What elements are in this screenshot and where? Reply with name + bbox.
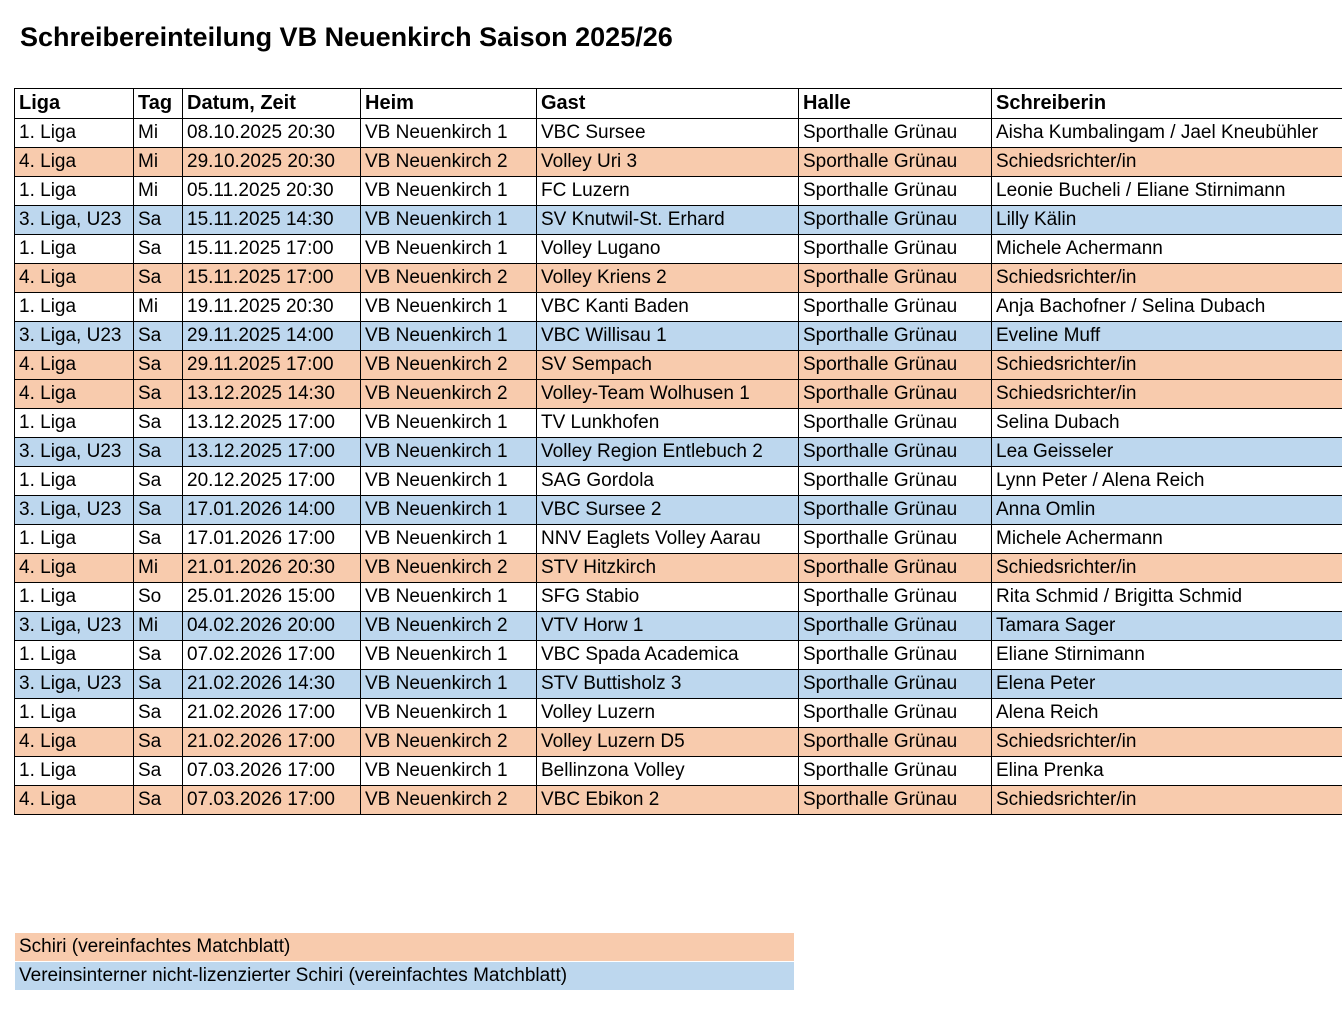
cell-schreiberin: Elina Prenka — [992, 757, 1342, 786]
cell-schreiberin: Selina Dubach — [992, 409, 1342, 438]
cell-datum-zeit: 05.11.2025 20:30 — [183, 177, 361, 206]
cell-heim: VB Neuenkirch 2 — [361, 554, 537, 583]
cell-heim: VB Neuenkirch 2 — [361, 786, 537, 815]
table-row — [15, 409, 1342, 438]
cell-schreiberin: Leonie Bucheli / Eliane Stirnimann — [992, 177, 1342, 206]
cell-halle: Sporthalle Grünau — [799, 786, 992, 815]
cell-gast: VBC Ebikon 2 — [537, 786, 799, 815]
cell-halle: Sporthalle Grünau — [799, 351, 992, 380]
cell-tag: Sa — [134, 380, 183, 409]
cell-gast: SFG Stabio — [537, 583, 799, 612]
column-header-schreiberin: Schreiberin — [992, 89, 1342, 119]
cell-tag: Mi — [134, 554, 183, 583]
table-row — [15, 699, 1342, 728]
cell-datum-zeit: 13.12.2025 17:00 — [183, 409, 361, 438]
cell-liga: 3. Liga, U23 — [15, 438, 134, 467]
cell-heim: VB Neuenkirch 1 — [361, 757, 537, 786]
cell-halle: Sporthalle Grünau — [799, 438, 992, 467]
cell-halle: Sporthalle Grünau — [799, 757, 992, 786]
cell-gast: Volley Lugano — [537, 235, 799, 264]
cell-liga: 1. Liga — [15, 177, 134, 206]
cell-schreiberin: Rita Schmid / Brigitta Schmid — [992, 583, 1342, 612]
cell-heim: VB Neuenkirch 1 — [361, 467, 537, 496]
table-row — [15, 525, 1342, 554]
cell-liga: 1. Liga — [15, 235, 134, 264]
cell-datum-zeit: 29.11.2025 17:00 — [183, 351, 361, 380]
header-row — [15, 89, 1342, 119]
table-row — [15, 206, 1342, 235]
cell-datum-zeit: 29.10.2025 20:30 — [183, 148, 361, 177]
cell-liga: 4. Liga — [15, 148, 134, 177]
cell-halle: Sporthalle Grünau — [799, 467, 992, 496]
cell-heim: VB Neuenkirch 1 — [361, 699, 537, 728]
cell-datum-zeit: 04.02.2026 20:00 — [183, 612, 361, 641]
cell-tag: Sa — [134, 322, 183, 351]
cell-liga: 4. Liga — [15, 351, 134, 380]
table-row — [15, 554, 1342, 583]
column-header-heim: Heim — [361, 89, 537, 119]
cell-datum-zeit: 21.02.2026 14:30 — [183, 670, 361, 699]
cell-liga: 1. Liga — [15, 583, 134, 612]
table-row — [15, 148, 1342, 177]
cell-tag: Sa — [134, 409, 183, 438]
cell-tag: Sa — [134, 728, 183, 757]
table-row — [15, 612, 1342, 641]
cell-heim: VB Neuenkirch 2 — [361, 612, 537, 641]
cell-liga: 4. Liga — [15, 264, 134, 293]
cell-datum-zeit: 15.11.2025 17:00 — [183, 235, 361, 264]
cell-liga: 4. Liga — [15, 728, 134, 757]
cell-tag: Mi — [134, 293, 183, 322]
cell-schreiberin: Schiedsrichter/in — [992, 728, 1342, 757]
cell-datum-zeit: 17.01.2026 17:00 — [183, 525, 361, 554]
cell-heim: VB Neuenkirch 1 — [361, 293, 537, 322]
cell-tag: Mi — [134, 119, 183, 148]
cell-liga: 1. Liga — [15, 641, 134, 670]
cell-schreiberin: Aisha Kumbalingam / Jael Kneubühler — [992, 119, 1342, 148]
cell-heim: VB Neuenkirch 1 — [361, 177, 537, 206]
cell-datum-zeit: 20.12.2025 17:00 — [183, 467, 361, 496]
cell-datum-zeit: 21.01.2026 20:30 — [183, 554, 361, 583]
cell-tag: Sa — [134, 351, 183, 380]
column-header-liga: Liga — [15, 89, 134, 119]
cell-tag: Sa — [134, 641, 183, 670]
cell-schreiberin: Elena Peter — [992, 670, 1342, 699]
cell-tag: Sa — [134, 757, 183, 786]
cell-heim: VB Neuenkirch 2 — [361, 351, 537, 380]
cell-datum-zeit: 07.03.2026 17:00 — [183, 786, 361, 815]
cell-datum-zeit: 07.03.2026 17:00 — [183, 757, 361, 786]
cell-gast: STV Hitzkirch — [537, 554, 799, 583]
cell-datum-zeit: 15.11.2025 14:30 — [183, 206, 361, 235]
cell-halle: Sporthalle Grünau — [799, 206, 992, 235]
cell-gast: Volley Luzern — [537, 699, 799, 728]
cell-liga: 4. Liga — [15, 380, 134, 409]
cell-datum-zeit: 08.10.2025 20:30 — [183, 119, 361, 148]
column-header-datum-zeit: Datum, Zeit — [183, 89, 361, 119]
table-row — [15, 467, 1342, 496]
cell-liga: 1. Liga — [15, 293, 134, 322]
cell-gast: NNV Eaglets Volley Aarau — [537, 525, 799, 554]
cell-heim: VB Neuenkirch 1 — [361, 670, 537, 699]
cell-heim: VB Neuenkirch 1 — [361, 322, 537, 351]
cell-tag: Sa — [134, 525, 183, 554]
cell-liga: 1. Liga — [15, 409, 134, 438]
cell-schreiberin: Lynn Peter / Alena Reich — [992, 467, 1342, 496]
cell-halle: Sporthalle Grünau — [799, 293, 992, 322]
cell-tag: Sa — [134, 467, 183, 496]
cell-tag: Sa — [134, 264, 183, 293]
cell-heim: VB Neuenkirch 1 — [361, 496, 537, 525]
cell-liga: 3. Liga, U23 — [15, 612, 134, 641]
page-title: Schreibereinteilung VB Neuenkirch Saison 2025/26 — [20, 22, 673, 52]
cell-schreiberin: Anja Bachofner / Selina Dubach — [992, 293, 1342, 322]
legend-vereinsinterner-schiri: Vereinsinterner nicht-lizenzierter Schiri (vereinfachtes Matchblatt) — [15, 962, 794, 990]
cell-schreiberin: Michele Achermann — [992, 235, 1342, 264]
cell-gast: VBC Kanti Baden — [537, 293, 799, 322]
cell-schreiberin: Schiedsrichter/in — [992, 148, 1342, 177]
cell-gast: Volley Luzern D5 — [537, 728, 799, 757]
cell-halle: Sporthalle Grünau — [799, 554, 992, 583]
cell-gast: FC Luzern — [537, 177, 799, 206]
cell-schreiberin: Lea Geisseler — [992, 438, 1342, 467]
table-body — [15, 119, 1342, 815]
cell-tag: Mi — [134, 177, 183, 206]
cell-gast: TV Lunkhofen — [537, 409, 799, 438]
cell-heim: VB Neuenkirch 1 — [361, 438, 537, 467]
cell-liga: 4. Liga — [15, 786, 134, 815]
cell-datum-zeit: 07.02.2026 17:00 — [183, 641, 361, 670]
cell-halle: Sporthalle Grünau — [799, 148, 992, 177]
cell-halle: Sporthalle Grünau — [799, 380, 992, 409]
cell-schreiberin: Schiedsrichter/in — [992, 351, 1342, 380]
table-row — [15, 583, 1342, 612]
cell-halle: Sporthalle Grünau — [799, 641, 992, 670]
cell-heim: VB Neuenkirch 1 — [361, 409, 537, 438]
cell-liga: 3. Liga, U23 — [15, 206, 134, 235]
cell-gast: SAG Gordola — [537, 467, 799, 496]
cell-tag: Sa — [134, 699, 183, 728]
cell-liga: 3. Liga, U23 — [15, 670, 134, 699]
cell-schreiberin: Schiedsrichter/in — [992, 786, 1342, 815]
cell-tag: Sa — [134, 235, 183, 264]
cell-halle: Sporthalle Grünau — [799, 699, 992, 728]
cell-gast: VBC Sursee 2 — [537, 496, 799, 525]
cell-heim: VB Neuenkirch 1 — [361, 525, 537, 554]
cell-tag: Sa — [134, 670, 183, 699]
column-header-gast: Gast — [537, 89, 799, 119]
cell-heim: VB Neuenkirch 2 — [361, 380, 537, 409]
cell-heim: VB Neuenkirch 1 — [361, 583, 537, 612]
cell-halle: Sporthalle Grünau — [799, 235, 992, 264]
table-row — [15, 351, 1342, 380]
table-row — [15, 380, 1342, 409]
cell-tag: Mi — [134, 612, 183, 641]
cell-datum-zeit: 21.02.2026 17:00 — [183, 728, 361, 757]
cell-schreiberin: Schiedsrichter/in — [992, 554, 1342, 583]
cell-gast: VBC Spada Academica — [537, 641, 799, 670]
table-row — [15, 293, 1342, 322]
cell-halle: Sporthalle Grünau — [799, 728, 992, 757]
cell-gast: Bellinzona Volley — [537, 757, 799, 786]
cell-schreiberin: Eliane Stirnimann — [992, 641, 1342, 670]
legend-schiri: Schiri (vereinfachtes Matchblatt) — [15, 933, 794, 961]
cell-liga: 1. Liga — [15, 757, 134, 786]
cell-tag: Mi — [134, 148, 183, 177]
schedule-table — [14, 88, 1342, 815]
cell-halle: Sporthalle Grünau — [799, 177, 992, 206]
cell-gast: SV Knutwil-St. Erhard — [537, 206, 799, 235]
cell-heim: VB Neuenkirch 1 — [361, 119, 537, 148]
cell-schreiberin: Michele Achermann — [992, 525, 1342, 554]
cell-schreiberin: Schiedsrichter/in — [992, 264, 1342, 293]
cell-datum-zeit: 29.11.2025 14:00 — [183, 322, 361, 351]
cell-schreiberin: Eveline Muff — [992, 322, 1342, 351]
cell-datum-zeit: 13.12.2025 14:30 — [183, 380, 361, 409]
cell-heim: VB Neuenkirch 2 — [361, 148, 537, 177]
table-row — [15, 119, 1342, 148]
cell-liga: 4. Liga — [15, 554, 134, 583]
cell-gast: VTV Horw 1 — [537, 612, 799, 641]
cell-liga: 1. Liga — [15, 699, 134, 728]
table-row — [15, 728, 1342, 757]
cell-gast: Volley-Team Wolhusen 1 — [537, 380, 799, 409]
cell-liga: 3. Liga, U23 — [15, 496, 134, 525]
cell-schreiberin: Alena Reich — [992, 699, 1342, 728]
cell-gast: Volley Region Entlebuch 2 — [537, 438, 799, 467]
column-header-tag: Tag — [134, 89, 183, 119]
cell-liga: 1. Liga — [15, 525, 134, 554]
cell-schreiberin: Lilly Kälin — [992, 206, 1342, 235]
cell-halle: Sporthalle Grünau — [799, 612, 992, 641]
cell-tag: Sa — [134, 438, 183, 467]
cell-gast: Volley Uri 3 — [537, 148, 799, 177]
cell-halle: Sporthalle Grünau — [799, 409, 992, 438]
cell-tag: Sa — [134, 786, 183, 815]
table-row — [15, 786, 1342, 815]
cell-halle: Sporthalle Grünau — [799, 322, 992, 351]
cell-liga: 1. Liga — [15, 467, 134, 496]
table-row — [15, 641, 1342, 670]
cell-gast: STV Buttisholz 3 — [537, 670, 799, 699]
cell-heim: VB Neuenkirch 1 — [361, 206, 537, 235]
cell-halle: Sporthalle Grünau — [799, 583, 992, 612]
cell-datum-zeit: 21.02.2026 17:00 — [183, 699, 361, 728]
table-row — [15, 177, 1342, 206]
cell-datum-zeit: 25.01.2026 15:00 — [183, 583, 361, 612]
cell-gast: VBC Sursee — [537, 119, 799, 148]
cell-tag: Sa — [134, 206, 183, 235]
cell-heim: VB Neuenkirch 1 — [361, 641, 537, 670]
cell-schreiberin: Anna Omlin — [992, 496, 1342, 525]
cell-datum-zeit: 13.12.2025 17:00 — [183, 438, 361, 467]
cell-gast: SV Sempach — [537, 351, 799, 380]
cell-halle: Sporthalle Grünau — [799, 670, 992, 699]
cell-tag: So — [134, 583, 183, 612]
table-row — [15, 264, 1342, 293]
column-header-halle: Halle — [799, 89, 992, 119]
cell-liga: 1. Liga — [15, 119, 134, 148]
cell-schreiberin: Schiedsrichter/in — [992, 380, 1342, 409]
cell-liga: 3. Liga, U23 — [15, 322, 134, 351]
cell-tag: Sa — [134, 496, 183, 525]
cell-halle: Sporthalle Grünau — [799, 264, 992, 293]
cell-schreiberin: Tamara Sager — [992, 612, 1342, 641]
table-row — [15, 670, 1342, 699]
cell-datum-zeit: 19.11.2025 20:30 — [183, 293, 361, 322]
cell-heim: VB Neuenkirch 2 — [361, 728, 537, 757]
cell-gast: VBC Willisau 1 — [537, 322, 799, 351]
table-row — [15, 322, 1342, 351]
cell-halle: Sporthalle Grünau — [799, 525, 992, 554]
cell-datum-zeit: 17.01.2026 14:00 — [183, 496, 361, 525]
cell-heim: VB Neuenkirch 2 — [361, 264, 537, 293]
cell-gast: Volley Kriens 2 — [537, 264, 799, 293]
table-row — [15, 235, 1342, 264]
table-row — [15, 757, 1342, 786]
table-row — [15, 438, 1342, 467]
cell-heim: VB Neuenkirch 1 — [361, 235, 537, 264]
cell-datum-zeit: 15.11.2025 17:00 — [183, 264, 361, 293]
cell-halle: Sporthalle Grünau — [799, 119, 992, 148]
table-row — [15, 496, 1342, 525]
cell-halle: Sporthalle Grünau — [799, 496, 992, 525]
